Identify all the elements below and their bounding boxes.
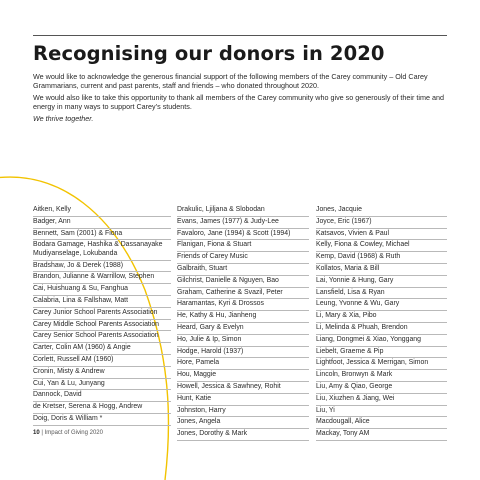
donor-name: Mackay, Tony AM (316, 429, 447, 441)
donor-name: Galbraith, Stuart (177, 264, 309, 276)
donor-name: Badger, Ann (33, 217, 171, 229)
donor-name: Hou, Maggie (177, 370, 309, 382)
donor-name: Cronin, Misty & Andrew (33, 367, 171, 379)
donor-column-1 (33, 205, 171, 426)
donor-name: Lansfield, Lisa & Ryan (316, 288, 447, 300)
donor-name: Jones, Angela (177, 417, 309, 429)
donor-column-2 (177, 205, 309, 441)
donor-column-3 (316, 205, 447, 441)
donor-name: Liu, Amy & Qiao, George (316, 382, 447, 394)
donor-name: Johnston, Harry (177, 406, 309, 418)
donor-name: Lai, Yonnie & Hung, Gary (316, 276, 447, 288)
intro-paragraph-1: We would like to acknowledge the generous financial support of the following members of the Carey community – Old Carey Grammarians, current and past parents, staff and friends – who donated throughout 2020. (33, 72, 428, 91)
donor-name: Calabria, Lina & Fallshaw, Matt (33, 296, 171, 308)
donor-name: Gilchrist, Danielle & Nguyen, Bao (177, 276, 309, 288)
intro-paragraph-2: We would also like to take this opportunity to thank all members of the Carey community who give so generously of their time and energy in many ways to support Carey’s students. (33, 92, 444, 112)
donor-name: Heard, Gary & Evelyn (177, 323, 309, 335)
donor-name: Hodge, Harold (1937) (177, 347, 309, 359)
donor-name: Bennett, Sam (2001) & Fiona (33, 229, 171, 241)
donor-name: Kelly, Fiona & Cowley, Michael (316, 240, 447, 252)
donor-name: Drakulic, Ljiljana & Slobodan (177, 205, 309, 217)
donor-name: Bodara Gamage, Hashika & Dassanayake Mudiyanselage, Lokubanda (33, 240, 171, 260)
donor-name: Katsavos, Vivien & Paul (316, 229, 447, 241)
intro-text (33, 72, 448, 126)
donor-name: Corlett, Russell AM (1960) (33, 355, 171, 367)
donor-name: Leung, Yvonne & Wu, Gary (316, 299, 447, 311)
donor-name: Kemp, David (1968) & Ruth (316, 252, 447, 264)
donor-name: Joyce, Eric (1967) (316, 217, 447, 229)
top-rule (33, 35, 447, 36)
donor-name: Favaloro, Jane (1994) & Scott (1994) (177, 229, 309, 241)
donor-name: Li, Melinda & Phuah, Brendon (316, 323, 447, 335)
donor-name: Doig, Doris & William * (33, 414, 171, 426)
donor-name: Hore, Pamela (177, 358, 309, 370)
donor-name: Macdougall, Alice (316, 417, 447, 429)
publication-title: Impact of Giving 2020 (44, 430, 103, 436)
donor-name: Cui, Yan & Lu, Junyang (33, 379, 171, 391)
page-number: 10 (33, 430, 40, 436)
donor-name: Li, Mary & Xia, Pibo (316, 311, 447, 323)
donor-name: Ho, Julie & Ip, Simon (177, 335, 309, 347)
donor-name: Dannock, David (33, 390, 171, 402)
donor-name: Flanigan, Fiona & Stuart (177, 240, 309, 252)
donor-name: Carey Junior School Parents Association (33, 308, 171, 320)
donor-name: Liang, Dongmei & Xiao, Yonggang (316, 335, 447, 347)
page-title: Recognising our donors in 2020 (33, 42, 385, 65)
donor-name: Liu, Yi (316, 406, 447, 418)
donor-name: Brandon, Julianne & Warrillow, Stephen (33, 272, 171, 284)
page-footer (33, 430, 103, 436)
donor-name: Kollatos, Maria & Bill (316, 264, 447, 276)
donor-name: Jones, Dorothy & Mark (177, 429, 309, 441)
donor-name: Howell, Jessica & Sawhney, Rohit (177, 382, 309, 394)
donor-name: Carey Senior School Parents Association (33, 331, 171, 343)
donor-name: Liu, Xiuzhen & Jiang, Wei (316, 394, 447, 406)
donor-name: Friends of Carey Music (177, 252, 309, 264)
donor-name: de Kretser, Serena & Hogg, Andrew (33, 402, 171, 414)
donor-name: Lightfoot, Jessica & Merrigan, Simon (316, 358, 447, 370)
donor-name: Lincoln, Bronwyn & Mark (316, 370, 447, 382)
donor-name: Graham, Catherine & Svazil, Peter (177, 288, 309, 300)
donor-name: Cai, Huishuang & Su, Fanghua (33, 284, 171, 296)
donor-name: Evans, James (1977) & Judy-Lee (177, 217, 309, 229)
donor-name: He, Kathy & Hu, Jianheng (177, 311, 309, 323)
donor-name: Aitken, Kelly (33, 205, 171, 217)
donor-name: Jones, Jacquie (316, 205, 447, 217)
donor-name: Hunt, Katie (177, 394, 309, 406)
footer-separator: | (41, 430, 43, 436)
donor-name: Bradshaw, Jo & Derek (1988) (33, 261, 171, 273)
donor-name: Carter, Colin AM (1960) & Angie (33, 343, 171, 355)
donor-name: Liebelt, Graeme & Pip (316, 347, 447, 359)
tagline: We thrive together. (33, 113, 94, 123)
donor-name: Haramantas, Kyri & Drossos (177, 299, 309, 311)
donor-name: Carey Middle School Parents Association (33, 320, 171, 332)
